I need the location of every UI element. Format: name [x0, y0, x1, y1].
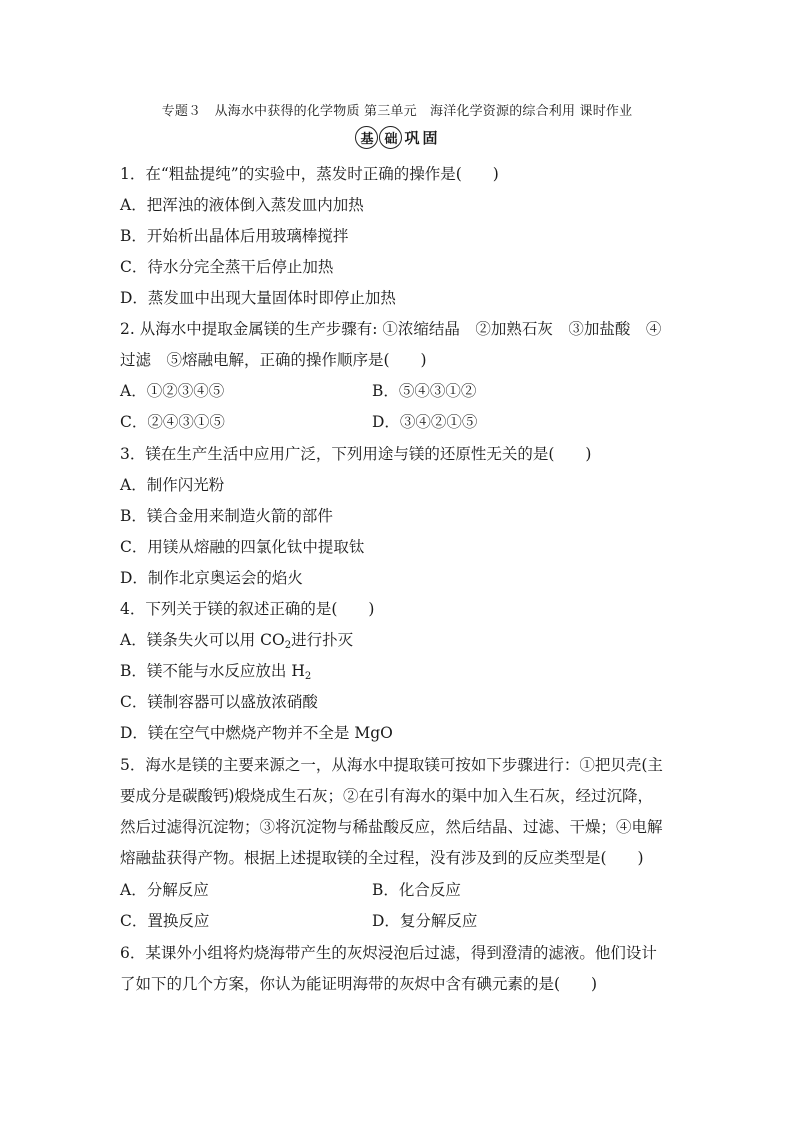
question-3-stem: 3．镁在生产生活中应用广泛，下列用途与镁的还原性无关的是( ) [120, 445, 592, 463]
question-2-options-row-1 [120, 381, 680, 401]
question-5-stem-cont: 熔融盐获得产物。根据上述提取镁的全过程，没有涉及到的反应类型是( ) [120, 849, 644, 867]
question-5-option-c: C．置换反应 [120, 912, 210, 930]
section-char: 巩 [404, 129, 420, 147]
question-5-options-row-2 [120, 911, 680, 931]
question-2-option-d: D．③④②①⑤ [372, 413, 478, 431]
question-6-stem-cont: 了如下的几个方案，你认为能证明海带的灰烬中含有碘元素的是( ) [120, 975, 598, 993]
question-1-option-b: B．开始析出晶体后用玻璃棒搅拌 [120, 227, 349, 245]
question-2-stem-cont: 过滤 ⑤熔融电解，正确的操作顺序是( ) [120, 351, 427, 369]
question-5-option-d: D．复分解反应 [372, 912, 478, 930]
question-3-option-c: C．用镁从熔融的四氯化钛中提取钛 [120, 538, 365, 556]
question-2-option-c: C．②④③①⑤ [120, 413, 225, 431]
question-1-option-d: D．蒸发皿中出现大量固体时即停止加热 [120, 289, 396, 307]
question-5-option-b: B．化合反应 [372, 881, 461, 899]
subscript: 2 [284, 640, 292, 651]
option-text: 进行扑灭 [291, 631, 354, 649]
question-3-option-a: A．制作闪光粉 [120, 476, 225, 494]
question-5-options-row-1 [120, 880, 680, 900]
document-title: 专题３ 从海水中获得的化学物质 第三单元 海洋化学资源的综合利用 课时作业 [161, 104, 633, 119]
section-char: 固 [422, 129, 438, 147]
question-5-stem: 5．海水是镁的主要来源之一，从海水中提取镁可按如下步骤进行：①把贝壳(主 [120, 756, 663, 774]
section-heading [0, 126, 794, 149]
question-2-option-a: A．①②③④⑤ [120, 382, 225, 400]
section-char-circled: 基 [355, 126, 378, 149]
option-text: A．镁条失火可以用 CO [120, 631, 285, 649]
question-1-stem: 1．在“粗盐提纯”的实验中，蒸发时正确的操作是( ) [120, 165, 499, 183]
question-5-stem-cont: 然后过滤得沉淀物；③将沉淀物与稀盐酸反应，然后结晶、过滤、干燥；④电解 [120, 818, 663, 836]
question-2-option-b: B．⑤④③①② [372, 382, 477, 400]
question-1-option-a: A．把浑浊的液体倒入蒸发皿内加热 [120, 196, 364, 214]
question-4-stem: 4．下列关于镁的叙述正确的是( ) [120, 600, 375, 618]
question-2-options-row-2 [120, 412, 680, 432]
option-text: B．镁不能与水反应放出 H [120, 662, 305, 680]
question-4-option-b [120, 661, 680, 681]
question-3-option-d: D．制作北京奥运会的焰火 [120, 569, 303, 587]
question-5-option-a: A．分解反应 [120, 881, 209, 899]
question-3-option-b: B．镁合金用来制造火箭的部件 [120, 507, 333, 525]
question-2-stem: 2. 从海水中提取金属镁的生产步骤有: ①浓缩结晶 ②加熟石灰 ③加盐酸 ④ [120, 320, 662, 338]
subscript: 2 [304, 671, 312, 682]
question-6-stem: 6．某课外小组将灼烧海带产生的灰烬浸泡后过滤，得到澄清的滤液。他们设计 [120, 944, 657, 962]
question-5-stem-cont: 要成分是碳酸钙)煅烧成生石灰；②在引有海水的渠中加入生石灰，经过沉降， [120, 787, 654, 805]
question-1-option-c: C．待水分完全蒸干后停止加热 [120, 258, 334, 276]
question-4-option-d: D．镁在空气中燃烧产物并不全是 MgO [120, 724, 393, 742]
section-char-circled: 础 [379, 126, 402, 149]
question-4-option-c: C．镁制容器可以盛放浓硝酸 [120, 693, 318, 711]
question-4-option-a [120, 630, 680, 650]
